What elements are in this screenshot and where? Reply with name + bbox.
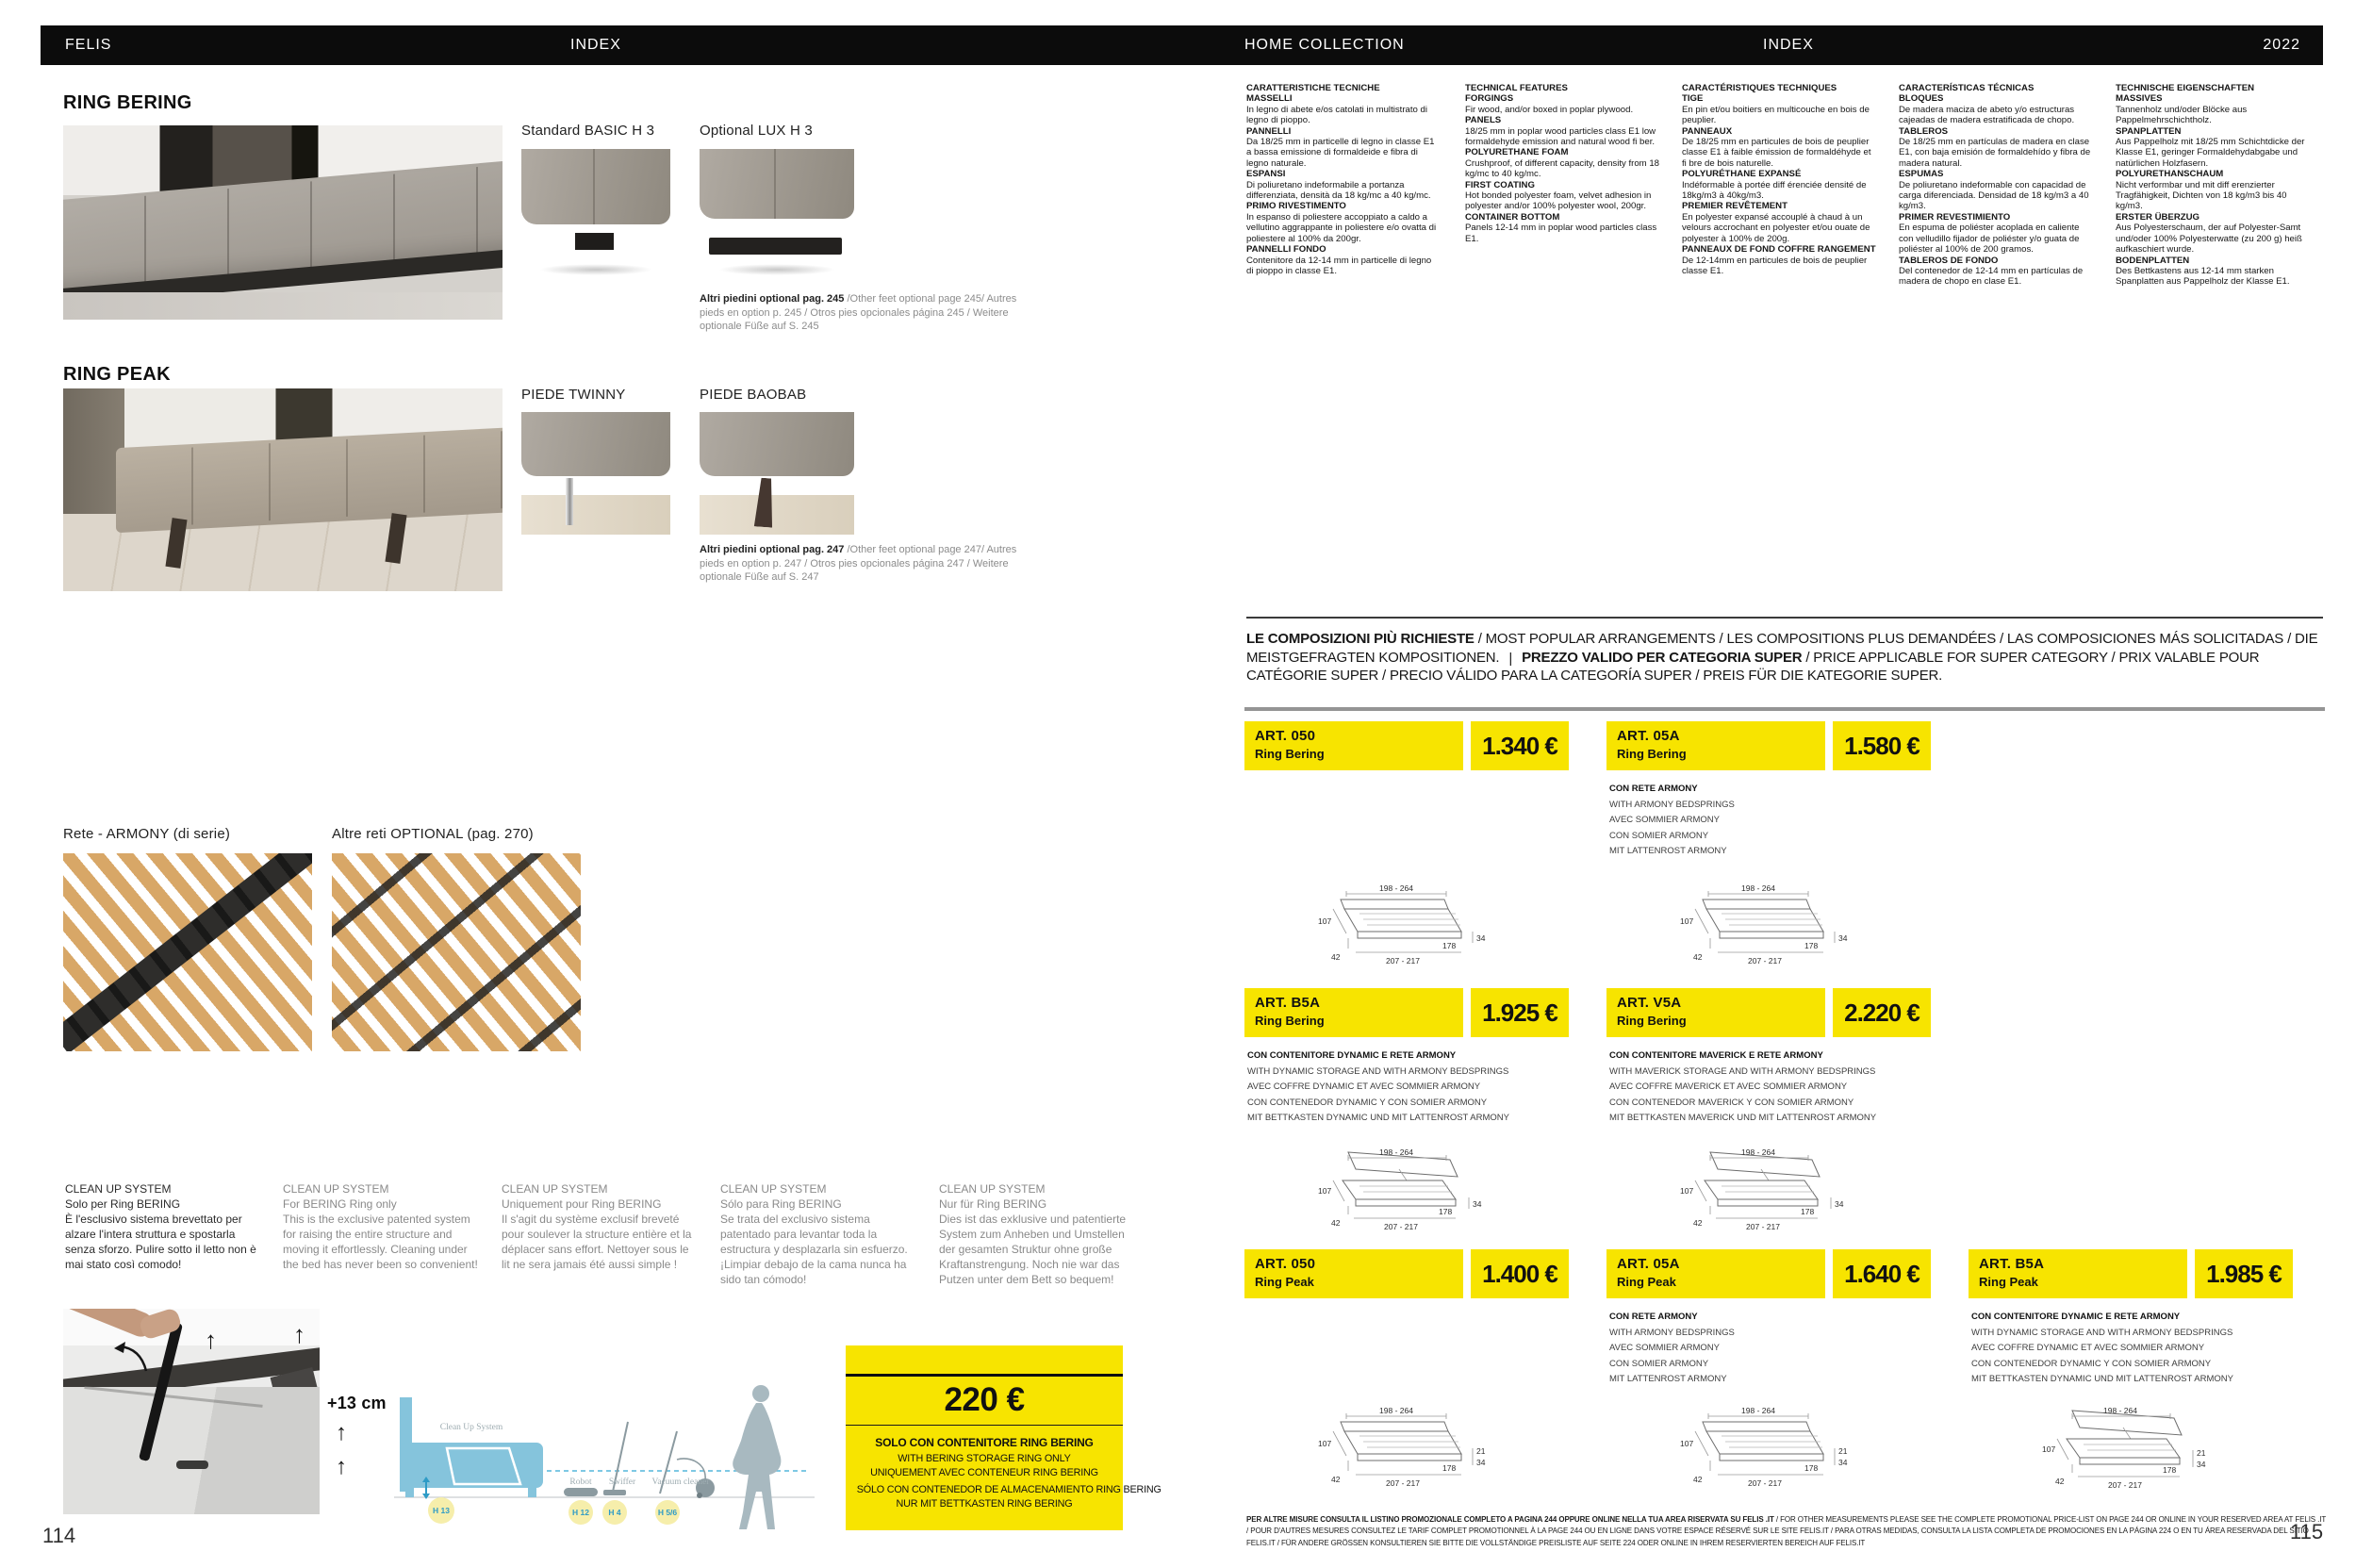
tech-body: Indéformable à portée diff érenciée densité de 18kg/m3 à 40kg/m3. <box>1682 179 1867 202</box>
tech-column-es <box>1899 83 2093 288</box>
tech-body: Aus Pappelholz mit 18/25 mm Schichtdicke der Klasse E1, geringer Formaldehydabgabe und natürlichen Holzfasern. <box>2116 137 2305 169</box>
slat-beam-shape <box>63 853 312 1051</box>
svg-text:42: 42 <box>2055 1477 2065 1486</box>
cleanup-column-es <box>720 1181 916 1287</box>
tech-title: TECHNISCHE EIGENSCHAFTEN <box>2116 83 2255 93</box>
svg-text:107: 107 <box>1318 1186 1332 1196</box>
h56-label: H 5/6 <box>657 1508 678 1517</box>
card-art: ART. B5A <box>1979 1256 2045 1272</box>
price-card-b5a-peak <box>1969 1249 2293 1298</box>
note-line: CON CONTENEDOR DYNAMIC Y CON SOMIER ARMONY <box>1971 1358 2212 1369</box>
tech-head: POLYURÉTHANE EXPANSÉ <box>1682 169 1802 180</box>
bed-dimension-diagram-open <box>1667 1148 1848 1239</box>
tech-head: PANNELLI <box>1246 125 1292 137</box>
price-card-050-peak <box>1244 1249 1569 1298</box>
up-arrow-icon: ↑ <box>336 1420 347 1445</box>
tech-head: FORGINGS <box>1465 93 1514 105</box>
tech-column-fr <box>1682 83 1876 276</box>
lux-foot-image <box>700 149 854 284</box>
promo-footnote <box>1246 1514 2327 1549</box>
svg-text:42: 42 <box>1693 1218 1703 1228</box>
svg-text:34: 34 <box>1476 933 1486 943</box>
card-model: Ring Peak <box>1617 1275 1676 1289</box>
svg-text:198 - 264: 198 - 264 <box>1379 884 1413 893</box>
card-price: 1.985 € <box>2195 1249 2293 1298</box>
tech-body: 18/25 mm in poplar wood particles class E1 low formaldehyde emission and natural wood fi ber. <box>1465 125 1656 148</box>
svg-text:107: 107 <box>1318 1439 1332 1448</box>
index-label-left: INDEX <box>570 37 621 53</box>
svg-text:198 - 264: 198 - 264 <box>1741 1148 1775 1157</box>
card-label-block <box>1606 1249 1825 1298</box>
tech-head: PRIMO RIVESTIMENTO <box>1246 201 1346 212</box>
price-card-050-bering <box>1244 721 1569 770</box>
cleanup-body: Se trata del exclusivo sistema patentado para levantar toda la estructura y desplazarla sin esfuerzo. ¡Limpiar debajo de la cama nunca ha sido tan cómodo! <box>720 1213 908 1286</box>
svg-text:21: 21 <box>2197 1448 2206 1458</box>
h13-label: H 13 <box>433 1506 450 1515</box>
cleanup-title: CLEAN UP SYSTEM <box>283 1182 389 1196</box>
shadow-shape <box>718 264 836 276</box>
note-line: AVEC SOMMIER ARMONY <box>1609 815 1721 825</box>
tech-column-en <box>1465 83 1659 244</box>
cleanup-subtitle: Nur für Ring BERING <box>939 1197 1047 1211</box>
armony-slats-caption: Rete - ARMONY (di serie) <box>63 826 231 842</box>
offer-hairline <box>846 1425 1123 1426</box>
cleanup-subtitle: Solo per Ring BERING <box>65 1197 181 1211</box>
tech-body: De 18/25 mm en particules de bois de peuplier classe E1 à faible émission de formaldéhyde et fi bre de bois naturelle. <box>1682 137 1871 169</box>
feet-note-bold: Altri piedini optional pag. 247 <box>700 544 845 555</box>
offer-price: 220 € <box>944 1381 1025 1418</box>
offer-note-it: SOLO CON CONTENITORE RING BERING <box>875 1436 1094 1449</box>
svg-text:198 - 264: 198 - 264 <box>1379 1407 1413 1415</box>
tech-body: Fir wood, and/or boxed in poplar plywood. <box>1465 104 1634 115</box>
bering-feet-note <box>700 292 1024 334</box>
tech-body: Da 18/25 mm in particelle di legno in classe E1 a bassa emissione di formaldeide e fibra di legno naturale. <box>1246 137 1435 169</box>
vacuum-wheel-shape <box>697 1493 702 1498</box>
tech-body: In espanso di poliestere accoppiato a caldo a vellutino aggrappante in poliestere e/o ovatta di poliestere al 100% da 200gr. <box>1246 211 1437 244</box>
tech-body: En pin et/ou boitiers en multicouche en bois de peuplier. <box>1682 104 1870 126</box>
card-label-block <box>1244 721 1463 770</box>
svg-text:207 - 217: 207 - 217 <box>2108 1480 2142 1490</box>
note-line: MIT LATTENROST ARMONY <box>1609 1374 1727 1384</box>
tech-head: PANNEAUX DE FOND COFFRE RANGEMENT <box>1682 244 1876 256</box>
compositions-header <box>1246 630 2327 685</box>
card-notes <box>1609 1048 1930 1127</box>
svg-text:207 - 217: 207 - 217 <box>1748 1478 1782 1488</box>
bed-dimension-diagram-closed <box>1667 884 1848 975</box>
svg-text:178: 178 <box>1801 1207 1815 1216</box>
basic-foot-shape <box>575 233 614 251</box>
card-label-block <box>1606 721 1825 770</box>
tech-head: TABLEROS DE FONDO <box>1899 255 1999 266</box>
note-line: CON CONTENEDOR DYNAMIC Y CON SOMIER ARMONY <box>1247 1097 1488 1108</box>
lux-base-shape <box>709 238 842 254</box>
vacuum-label: Vacuum cleaner <box>651 1477 710 1487</box>
note-line: MIT BETTKASTEN DYNAMIC UND MIT LATTENROST ARMONY <box>1971 1374 2233 1384</box>
peak-feet-note <box>700 543 1024 585</box>
tech-body: Di poliuretano indeformabile a portanza differenziata, densità da 18 kg/mc a 40 kg/mc. <box>1246 179 1431 202</box>
slat-connectors-shape <box>332 853 581 1051</box>
price-card-05a-peak <box>1606 1249 1931 1298</box>
svg-text:107: 107 <box>1680 916 1694 926</box>
bed-dimension-diagram-closed <box>1305 1407 1486 1497</box>
card-label-block <box>1969 1249 2187 1298</box>
optional-slats-caption: Altre reti OPTIONAL (pag. 270) <box>332 826 534 842</box>
card-label-block <box>1606 988 1825 1037</box>
wood-floor-shape <box>521 495 670 535</box>
swiffer-label: Swiffer <box>608 1477 636 1487</box>
tech-body: De 18/25 mm en partículas de madera en clase E1, con baja emisión de formaldehído y fibra de madera natural. <box>1899 137 2091 169</box>
note-line: CON CONTENITORE DYNAMIC E RETE ARMONY <box>1971 1312 2181 1322</box>
offer-top-rule <box>846 1374 1123 1377</box>
tech-body: En espuma de poliéster acoplada en caliente con velludillo fijador de poliéster y/o guata de poliéster al 100% de 200 gramos. <box>1899 223 2080 256</box>
svg-text:207 - 217: 207 - 217 <box>1386 1478 1420 1488</box>
card-price: 1.340 € <box>1471 721 1569 770</box>
cleanup-title: CLEAN UP SYSTEM <box>939 1182 1046 1196</box>
svg-text:34: 34 <box>1473 1199 1482 1209</box>
curved-arrow-icon <box>112 1341 150 1375</box>
woman-silhouette-head <box>752 1385 769 1402</box>
header-bar <box>41 25 2323 65</box>
card-price: 2.220 € <box>1833 988 1931 1037</box>
lift-lever-photo <box>63 1309 320 1514</box>
cleanup-subtitle: For BERING Ring only <box>283 1197 397 1211</box>
note-line: MIT LATTENROST ARMONY <box>1609 846 1727 856</box>
svg-text:42: 42 <box>1331 1218 1341 1228</box>
svg-text:178: 178 <box>1442 941 1457 950</box>
bed-dimension-diagram-open <box>1305 1148 1486 1239</box>
svg-text:107: 107 <box>1680 1186 1694 1196</box>
up-arrow-icon: ↑ <box>336 1454 347 1479</box>
tech-body: Contenitore da 12-14 mm in particelle di legno di pioppo in classe E1. <box>1246 255 1432 276</box>
tech-body: In legno di abete e/os catolati in multistrato di legno di pioppo. <box>1246 104 1427 126</box>
basic-foot-image <box>521 149 670 284</box>
compositions-intro-bold: LE COMPOSIZIONI PIÙ RICHIESTE <box>1246 631 1475 647</box>
card-model: Ring Peak <box>1979 1275 2038 1289</box>
tech-head: PREMIER REVÊTEMENT <box>1682 201 1788 212</box>
clearance-diagram <box>388 1369 822 1534</box>
svg-text:178: 178 <box>1804 1463 1819 1473</box>
note-line: WITH ARMONY BEDSPRINGS <box>1609 1327 1735 1338</box>
note-line: CON SOMIER ARMONY <box>1609 830 1709 841</box>
tech-head: PANNELLI FONDO <box>1246 244 1326 256</box>
footnote-bold: PER ALTRE MISURE CONSULTA IL LISTINO PROMOZIONALE COMPLETO A PAGINA 244 OPPURE ONLINE NELLA TUA AREA RISERVATA SU FELIS .IT <box>1246 1515 1774 1524</box>
svg-text:21: 21 <box>1476 1446 1486 1456</box>
bed-foot-shape <box>528 1486 536 1497</box>
shadow-shape <box>539 264 652 276</box>
tech-head: POLYURETHANE FOAM <box>1465 147 1569 158</box>
svg-text:178: 178 <box>1804 941 1819 950</box>
note-line: MIT BETTKASTEN MAVERICK UND MIT LATTENROST ARMONY <box>1609 1113 1877 1123</box>
baobab-foot-image <box>700 412 854 535</box>
tech-title: CARATTERISTICHE TECNICHE <box>1246 83 1380 93</box>
arrow-head <box>422 1494 430 1499</box>
cleanup-body: Il s'agit du système exclusif breveté pour soulever la structure entière et la déplacer sans effort. Nettoyer sous le lit ne sera jamais été aussi simple ! <box>502 1213 692 1271</box>
cleanup-column-de <box>939 1181 1135 1287</box>
tech-body: Tannenholz und/oder Blöcke aus Pappelmehrschichtholz. <box>2116 104 2248 126</box>
note-line: WITH DYNAMIC STORAGE AND WITH ARMONY BEDSPRINGS <box>1247 1065 1509 1077</box>
tech-body: Del contenedor de 12-14 mm en partículas de madera de chopo en clase E1. <box>1899 265 2084 288</box>
card-notes <box>1609 782 1930 860</box>
up-arrow-icon: ↑ <box>293 1320 305 1348</box>
svg-text:207 - 217: 207 - 217 <box>1748 956 1782 966</box>
card-art: ART. 05A <box>1617 1256 1680 1272</box>
card-art: ART. 05A <box>1617 728 1680 744</box>
ring-peak-title: RING PEAK <box>63 364 171 385</box>
fabric-shape <box>700 412 854 476</box>
card-label-block <box>1244 988 1463 1037</box>
optional-slats-image <box>332 853 581 1051</box>
svg-text:198 - 264: 198 - 264 <box>2103 1407 2137 1415</box>
tech-head: FIRST COATING <box>1465 179 1535 190</box>
price-card-05a-bering <box>1606 721 1931 770</box>
note-line: CON RETE ARMONY <box>1609 1312 1698 1322</box>
seam-line <box>593 149 595 224</box>
h4-label: H 4 <box>608 1508 621 1517</box>
price-card-b5a-bering <box>1244 988 1569 1037</box>
tech-head: BODENPLATTEN <box>2116 255 2190 266</box>
note-line: CON CONTENEDOR MAVERICK Y CON SOMIER ARMONY <box>1609 1097 1854 1108</box>
card-price: 1.925 € <box>1471 988 1569 1037</box>
card-art: ART. V5A <box>1617 995 1682 1011</box>
frame-handle-shape <box>176 1461 208 1469</box>
feet-note-rest: /Other feet optional page 245/ Autres pieds en option p. 245 / Otros pies opcionales página 245 / Weitere optionale Füße auf S. 245 <box>700 293 1017 332</box>
svg-text:42: 42 <box>1693 1475 1703 1484</box>
tech-head: ESPANSI <box>1246 169 1286 180</box>
svg-text:21: 21 <box>1838 1446 1848 1456</box>
svg-text:34: 34 <box>1476 1458 1486 1467</box>
collection-label: HOME COLLECTION <box>1244 37 1405 53</box>
card-model: Ring Bering <box>1617 1014 1687 1028</box>
ring-bering-title: RING BERING <box>63 92 192 113</box>
tech-head: MASSELLI <box>1246 93 1293 105</box>
svg-text:34: 34 <box>1838 933 1848 943</box>
ring-bering-photo <box>63 125 503 320</box>
cleanup-system-label: Clean Up System <box>439 1423 503 1432</box>
note-line: CON CONTENITORE MAVERICK E RETE ARMONY <box>1609 1050 1823 1061</box>
cleanup-body: This is the exclusive patented system for raising the entire structure and moving it effortlessly. Cleaning under the bed has never been so convenient! <box>283 1213 478 1271</box>
cleanup-body: È l'esclusivo sistema brevettato per alzare l'intera struttura e spostarla senza sforzo. Pulire sotto il letto non è mai stato così comodo! <box>65 1213 256 1271</box>
page-number-left: 114 <box>42 1524 76 1547</box>
svg-text:207 - 217: 207 - 217 <box>1384 1222 1418 1231</box>
svg-text:34: 34 <box>1835 1199 1844 1209</box>
card-notes <box>1971 1310 2292 1388</box>
cleanup-title: CLEAN UP SYSTEM <box>720 1182 827 1196</box>
tech-head: BLOQUES <box>1899 93 1944 105</box>
divider-bar: | <box>1508 650 1513 667</box>
brand-label: FELIS <box>65 37 112 53</box>
card-art: ART. B5A <box>1255 995 1321 1011</box>
twinny-foot-image <box>521 412 670 535</box>
wood-floor-shape <box>700 495 854 535</box>
robot-icon <box>564 1488 598 1496</box>
offer-note-es: SÓLO CON CONTENEDOR DE ALMACENAMIENTO RING BERING <box>856 1484 1162 1495</box>
storage-offer-box <box>846 1345 1162 1530</box>
tech-body: De 12-14mm en particules de bois de peuplier classe E1. <box>1682 255 1868 276</box>
tech-head: POLYURETHANSCHAUM <box>2116 169 2224 180</box>
cleanup-title: CLEAN UP SYSTEM <box>502 1182 608 1196</box>
compositions-intro-rest: / MOST POPULAR ARRANGEMENTS / LES COMPOSITIONS PLUS DEMANDÉES / LAS COMPOSICIONES MÁS SOLICITADAS / DIE MEISTGEFRAGTEN KOMPOSITIONEN. <box>1246 631 2318 666</box>
note-line: AVEC COFFRE DYNAMIC ET AVEC SOMMIER ARMONY <box>1247 1081 1481 1092</box>
tech-column-de <box>2116 83 2310 288</box>
offer-note-fr: UNIQUEMENT AVEC CONTENEUR RING BERING <box>870 1467 1098 1478</box>
bed-dimension-diagram-closed <box>1667 1407 1848 1497</box>
card-price: 1.640 € <box>1833 1249 1931 1298</box>
woman-silhouette-body <box>733 1403 781 1529</box>
height-gain-label: +13 cm <box>327 1394 387 1412</box>
cleanup-column-it <box>65 1181 261 1272</box>
tech-head: PANELS <box>1465 115 1502 126</box>
footnote-rest: / FOR OTHER MEASUREMENTS PLEASE SEE THE COMPLETE PROMOTIONAL PRICE-LIST ON PAGE 244 OR ONLINE IN YOUR RESERVED AREA AT FELIS .IT / POUR D'AUTRES MESURES CONSULTEZ LE TARIF COMPLET PROMOTIONNEL À LA PAGE 244 OU EN LIGNE DANS VOTRE ESPACE RÉSERVÉ SUR LE SITE FELIS.IT / PARA OTRAS MEDIDAS, CONSULTA LA LISTA COMPLETA DE PROMOCIONES EN LA PÁGINA 224 O EN TU ÁREA RESERVADA DEL SITIO FELIS.IT / FÜR ANDERE GRÖSSEN KONSULTIEREN SIE BITTE DIE VOLLSTÄNDIGE PREISLISTE AUF SEITE 224 ODER ONLINE IN IHREM RESERVIERTEN BEREICH AUF FELIS.IT <box>1246 1515 2327 1547</box>
cleanup-body: Dies ist das exklusive und patentierte System zum Anheben und Umstellen der gesamten Struktur ohne große Kraftanstrengung. Noch nie war das Putzen unter dem Bett so bequem! <box>939 1213 1127 1286</box>
tech-body: Panels 12-14 mm in poplar wood particles class E1. <box>1465 223 1657 244</box>
note-line: AVEC COFFRE DYNAMIC ET AVEC SOMMIER ARMONY <box>1971 1343 2205 1353</box>
note-line: AVEC COFFRE MAVERICK ET AVEC SOMMIER ARMONY <box>1609 1081 1848 1092</box>
svg-text:198 - 264: 198 - 264 <box>1741 884 1775 893</box>
tech-head: PRIMER REVESTIMIENTO <box>1899 211 2011 223</box>
chrome-leg-shape <box>566 478 573 524</box>
card-model: Ring Bering <box>1255 1014 1325 1028</box>
svg-text:198 - 264: 198 - 264 <box>1379 1148 1413 1157</box>
index-label-right: INDEX <box>1763 37 1814 53</box>
tech-head: ERSTER ÜBERZUG <box>2116 211 2200 223</box>
offer-note-de: NUR MIT BETTKASTEN RING BERING <box>896 1498 1073 1510</box>
feet-note-bold: Altri piedini optional pag. 245 <box>700 293 845 305</box>
tech-body: En polyester expansé accouplé à chaud à un velours accrochant en polyester et/ou ouate de polyester à 100% de 200g. <box>1682 211 1870 244</box>
swiffer-base-shape <box>603 1490 626 1495</box>
cleanup-subtitle: Uniquement pour Ring BERING <box>502 1197 662 1211</box>
card-price: 1.400 € <box>1471 1249 1569 1298</box>
card-model: Ring Peak <box>1255 1275 1314 1289</box>
compositions-divider-rule <box>1244 707 2325 711</box>
svg-text:42: 42 <box>1331 952 1341 962</box>
bed-dimension-diagram-closed <box>1305 884 1486 975</box>
card-model: Ring Bering <box>1617 747 1687 761</box>
note-line: CON RETE ARMONY <box>1609 784 1698 794</box>
note-line: CON SOMIER ARMONY <box>1609 1358 1709 1369</box>
cleanup-title: CLEAN UP SYSTEM <box>65 1182 172 1196</box>
svg-text:207 - 217: 207 - 217 <box>1386 956 1420 966</box>
lux-foot-caption: Optional LUX H 3 <box>700 123 813 139</box>
baobab-foot-caption: PIEDE BAOBAB <box>700 387 807 403</box>
twinny-foot-caption: PIEDE TWINNY <box>521 387 626 403</box>
tech-title: CARACTÉRISTIQUES TECHNIQUES <box>1682 83 1837 93</box>
note-line: MIT BETTKASTEN DYNAMIC UND MIT LATTENROST ARMONY <box>1247 1113 1509 1123</box>
compositions-price-bold: PREZZO VALIDO PER CATEGORIA SUPER <box>1522 649 1803 666</box>
card-model: Ring Bering <box>1255 747 1325 761</box>
tech-body: De poliuretano indeformable con capacidad de carga diferenciada. Densidad de 18 kg/m3 a 40 kg/m3. <box>1899 179 2089 212</box>
tech-head: SPANPLATTEN <box>2116 125 2182 137</box>
tech-body: Nicht verformbar und mit diff erenzierter Tragfähigkeit, Dichten von 18 kg/m3 bis 40 kg/m3. <box>2116 179 2287 212</box>
svg-text:198 - 264: 198 - 264 <box>1741 1407 1775 1415</box>
tech-title: TECHNICAL FEATURES <box>1465 83 1568 93</box>
offer-note-en: WITH BERING STORAGE RING ONLY <box>898 1453 1071 1464</box>
tech-title: CARACTERÍSTICAS TÉCNICAS <box>1899 83 2035 93</box>
svg-text:34: 34 <box>1838 1458 1848 1467</box>
tech-head: CONTAINER BOTTOM <box>1465 211 1560 223</box>
tech-head: TABLEROS <box>1899 125 1949 137</box>
tech-body: Aus Polyesterschaum, der auf Polyester-Samt und/oder 100% Polyesterwatte (zu 200 g) heiß aufkaschiert wurde. <box>2116 223 2302 256</box>
svg-text:34: 34 <box>2197 1460 2206 1469</box>
compositions-price-rest: / PRICE APPLICABLE FOR SUPER CATEGORY / PRIX VALABLE POUR CATÉGORIE SUPER / PRECIO VÁLIDO PARA LA CATEGORÍA SUPER / PREIS FÜR DIE KATEGORIE SUPER. <box>1246 649 2260 684</box>
tech-head: ESPUMAS <box>1899 169 1944 180</box>
feet-note-rest: /Other feet optional page 247/ Autres pieds en option p. 247 / Otros pies opcionales página 247 / Weitere optionale Füße auf S. 247 <box>700 544 1017 583</box>
svg-text:178: 178 <box>1442 1463 1457 1473</box>
robot-label: Robot <box>569 1477 592 1487</box>
basic-foot-caption: Standard BASIC H 3 <box>521 123 655 139</box>
svg-text:107: 107 <box>2042 1444 2056 1454</box>
note-line: WITH ARMONY BEDSPRINGS <box>1609 799 1735 810</box>
svg-text:178: 178 <box>1439 1207 1453 1216</box>
tech-head: MASSIVES <box>2116 93 2163 105</box>
svg-text:107: 107 <box>1318 916 1332 926</box>
bed-dimension-diagram-open <box>2029 1407 2210 1497</box>
fabric-shape <box>521 149 670 224</box>
cleanup-column-en <box>283 1181 479 1272</box>
svg-text:107: 107 <box>1680 1439 1694 1448</box>
tech-column-it <box>1246 83 1441 276</box>
ring-peak-photo <box>63 388 503 591</box>
cleanup-subtitle: Sólo para Ring BERING <box>720 1197 842 1211</box>
note-line: CON CONTENITORE DYNAMIC E RETE ARMONY <box>1247 1050 1457 1061</box>
photo-floor-shape <box>63 292 503 320</box>
cleanup-column-fr <box>502 1181 698 1272</box>
fabric-shape <box>700 149 854 219</box>
tech-body: De madera maciza de abeto y/o estructuras cajeadas de madera estratificada de chopo. <box>1899 104 2075 126</box>
price-card-v5a-bering <box>1606 988 1931 1037</box>
note-line: WITH DYNAMIC STORAGE AND WITH ARMONY BEDSPRINGS <box>1971 1327 2233 1338</box>
svg-text:178: 178 <box>2163 1465 2177 1475</box>
card-label-block <box>1244 1249 1463 1298</box>
seam-line <box>774 149 776 219</box>
frame-inner-shape <box>63 1387 320 1514</box>
card-art: ART. 050 <box>1255 728 1316 744</box>
svg-text:207 - 217: 207 - 217 <box>1746 1222 1780 1231</box>
year-label: 2022 <box>2263 37 2300 53</box>
armony-slats-image <box>63 853 312 1051</box>
h12-label: H 12 <box>572 1508 589 1517</box>
tech-body: Des Bettkastens aus 12-14 mm starken Spanplatten aus Pappelholz der Klasse E1. <box>2116 265 2290 288</box>
tech-head: TIGE <box>1682 93 1704 105</box>
svg-text:42: 42 <box>1331 1475 1341 1484</box>
card-price: 1.580 € <box>1833 721 1931 770</box>
tech-head: PANNEAUX <box>1682 125 1733 137</box>
card-notes <box>1247 1048 1568 1127</box>
note-line: AVEC SOMMIER ARMONY <box>1609 1343 1721 1353</box>
tech-body: Hot bonded polyester foam, velvet adhesion in polyester and/or 100% polyester wool, 200gr. <box>1465 190 1652 212</box>
bed-foot-shape <box>405 1486 414 1497</box>
card-notes <box>1609 1310 1930 1388</box>
tech-body: Crushproof, of different capacity, density from 18 kg/mc to 40 kg/mc. <box>1465 157 1660 180</box>
page-number-right: 115 <box>2290 1520 2324 1543</box>
compositions-top-rule <box>1246 617 2323 619</box>
note-line: WITH MAVERICK STORAGE AND WITH ARMONY BEDSPRINGS <box>1609 1065 1876 1077</box>
svg-text:42: 42 <box>1693 952 1703 962</box>
card-art: ART. 050 <box>1255 1256 1316 1272</box>
up-arrow-icon: ↑ <box>205 1326 217 1354</box>
fabric-shape <box>521 412 670 476</box>
